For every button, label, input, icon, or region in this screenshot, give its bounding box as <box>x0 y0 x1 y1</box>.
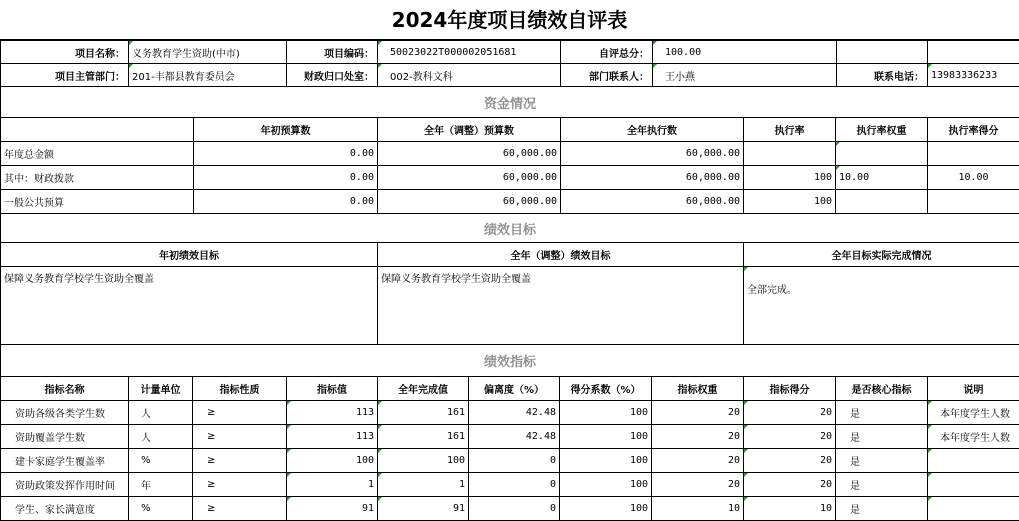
project-info-table <box>0 40 1019 87</box>
indicator-row <box>1 401 1019 425</box>
empty-cell <box>837 41 928 64</box>
goals-section-title: 绩效目标 <box>1 214 1019 243</box>
col-header: 年初预算数 <box>194 118 378 142</box>
col-header: 全年（调整）预算数 <box>378 118 561 142</box>
project-code-label: 项目编码： <box>287 41 378 64</box>
adjusted-goal: 保障义务教育学校学生资助全覆盖 <box>378 267 744 345</box>
col-header: 执行率 <box>744 118 836 142</box>
indicator-name: 学生、家长满意度 <box>1 497 129 521</box>
indicator-weight: 20 <box>652 401 744 425</box>
project-name-label: 项目名称： <box>1 41 129 64</box>
indicator-row <box>1 425 1019 449</box>
indicator-note <box>928 497 1019 521</box>
phone-value: 13983336233 <box>928 64 1019 87</box>
row-label: 其中：财政拨款 <box>1 166 194 190</box>
indicator-note <box>928 473 1019 497</box>
indicator-deviation: 0 <box>469 497 560 521</box>
indicator-core: 是 <box>836 497 928 521</box>
indicator-nature: ≥ <box>193 473 287 497</box>
indicator-value: 113 <box>287 401 378 425</box>
rate-score: 10.00 <box>928 166 1019 190</box>
self-score-value: 100.00 <box>653 41 837 64</box>
indicator-coef: 100 <box>560 497 652 521</box>
indicator-actual: 100 <box>378 449 469 473</box>
self-score-label: 自评总分： <box>561 41 653 64</box>
funds-table <box>0 86 1019 214</box>
col-header: 说明 <box>928 377 1019 401</box>
rate-weight <box>836 190 928 214</box>
col-header: 指标值 <box>287 377 378 401</box>
finance-office-label: 财政归口处室： <box>287 64 378 87</box>
indicator-unit: 人 <box>129 401 193 425</box>
indicator-weight: 10 <box>652 497 744 521</box>
goal-completion: 全部完成。 <box>744 267 1019 345</box>
indicator-nature: ≥ <box>193 425 287 449</box>
adjusted-budget: 60,000.00 <box>378 190 561 214</box>
indicator-name: 资助各级各类学生数 <box>1 401 129 425</box>
col-header: 指标性质 <box>193 377 287 401</box>
indicator-weight: 20 <box>652 425 744 449</box>
execution-rate: 100 <box>744 190 836 214</box>
col-header: 执行率权重 <box>836 118 928 142</box>
execution-rate: 100 <box>744 166 836 190</box>
col-header: 指标得分 <box>744 377 836 401</box>
adjusted-budget: 60,000.00 <box>378 142 561 166</box>
indicator-score: 20 <box>744 449 836 473</box>
col-header: 指标权重 <box>652 377 744 401</box>
indicator-nature: ≥ <box>193 401 287 425</box>
indicator-score: 20 <box>744 473 836 497</box>
col-header: 全年执行数 <box>561 118 744 142</box>
executed-amount: 60,000.00 <box>561 142 744 166</box>
funds-row <box>1 190 1019 214</box>
executed-amount: 60,000.00 <box>561 166 744 190</box>
indicator-score: 10 <box>744 497 836 521</box>
indicator-name: 资助政策发挥作用时间 <box>1 473 129 497</box>
indicator-value: 100 <box>287 449 378 473</box>
project-name-value: 义务教育学生资助(中市) <box>129 41 287 64</box>
project-code-value: 50023022T000002051681 <box>378 41 561 64</box>
indicator-note <box>928 449 1019 473</box>
col-header: 年初绩效目标 <box>1 243 378 267</box>
indicator-actual: 1 <box>378 473 469 497</box>
indicator-name: 资助覆盖学生数 <box>1 425 129 449</box>
initial-budget: 0.00 <box>194 166 378 190</box>
indicator-score: 20 <box>744 425 836 449</box>
indicator-unit: 人 <box>129 425 193 449</box>
funds-row <box>1 166 1019 190</box>
indicator-note: 本年度学生人数 <box>928 401 1019 425</box>
row-label: 一般公共预算 <box>1 190 194 214</box>
initial-budget: 0.00 <box>194 190 378 214</box>
contact-label: 部门联系人： <box>561 64 653 87</box>
funds-row <box>1 142 1019 166</box>
dept-value: 201-丰都县教育委员会 <box>129 64 287 87</box>
rate-score <box>928 190 1019 214</box>
indicator-core: 是 <box>836 425 928 449</box>
col-header: 指标名称 <box>1 377 129 401</box>
dept-label: 项目主管部门： <box>1 64 129 87</box>
rate-weight: 10.00 <box>836 166 928 190</box>
contact-value: 王小燕 <box>653 64 837 87</box>
goals-table <box>0 213 1019 345</box>
indicator-deviation: 0 <box>469 473 560 497</box>
col-header: 全年（调整）绩效目标 <box>378 243 744 267</box>
indicator-row <box>1 449 1019 473</box>
indicator-unit: % <box>129 449 193 473</box>
indicator-value: 1 <box>287 473 378 497</box>
initial-goal: 保障义务教育学校学生资助全覆盖 <box>1 267 378 345</box>
indicator-coef: 100 <box>560 425 652 449</box>
indicator-name: 建卡家庭学生覆盖率 <box>1 449 129 473</box>
empty-cell <box>1 118 194 142</box>
adjusted-budget: 60,000.00 <box>378 166 561 190</box>
indicator-deviation: 42.48 <box>469 425 560 449</box>
indicator-deviation: 42.48 <box>469 401 560 425</box>
indicator-nature: ≥ <box>193 497 287 521</box>
execution-rate <box>744 142 836 166</box>
finance-office-value: 002-教科文科 <box>378 64 561 87</box>
rate-score <box>928 142 1019 166</box>
indicator-value: 113 <box>287 425 378 449</box>
indicator-coef: 100 <box>560 473 652 497</box>
phone-label: 联系电话： <box>837 64 928 87</box>
col-header: 偏离度（%） <box>469 377 560 401</box>
row-label: 年度总金额 <box>1 142 194 166</box>
indicator-core: 是 <box>836 473 928 497</box>
indicator-coef: 100 <box>560 401 652 425</box>
indicator-deviation: 0 <box>469 449 560 473</box>
funds-section-title: 资金情况 <box>1 87 1019 118</box>
indicator-unit: 年 <box>129 473 193 497</box>
indicator-weight: 20 <box>652 473 744 497</box>
indicator-weight: 20 <box>652 449 744 473</box>
executed-amount: 60,000.00 <box>561 190 744 214</box>
col-header: 执行率得分 <box>928 118 1019 142</box>
page-title: 2024年度项目绩效自评表 <box>0 0 1019 40</box>
initial-budget: 0.00 <box>194 142 378 166</box>
indicator-coef: 100 <box>560 449 652 473</box>
col-header: 计量单位 <box>129 377 193 401</box>
col-header: 全年目标实际完成情况 <box>744 243 1019 267</box>
indicator-note: 本年度学生人数 <box>928 425 1019 449</box>
indicators-table <box>0 344 1019 521</box>
rate-weight <box>836 142 928 166</box>
indicator-core: 是 <box>836 401 928 425</box>
indicator-unit: % <box>129 497 193 521</box>
indicator-actual: 161 <box>378 425 469 449</box>
indicator-nature: ≥ <box>193 449 287 473</box>
col-header: 是否核心指标 <box>836 377 928 401</box>
indicator-core: 是 <box>836 449 928 473</box>
indicator-actual: 161 <box>378 401 469 425</box>
indicator-score: 20 <box>744 401 836 425</box>
indicator-row <box>1 497 1019 521</box>
col-header: 得分系数（%） <box>560 377 652 401</box>
empty-cell <box>928 41 1019 64</box>
indicator-actual: 91 <box>378 497 469 521</box>
col-header: 全年完成值 <box>378 377 469 401</box>
indicators-section-title: 绩效指标 <box>1 345 1019 377</box>
indicator-row <box>1 473 1019 497</box>
indicator-value: 91 <box>287 497 378 521</box>
